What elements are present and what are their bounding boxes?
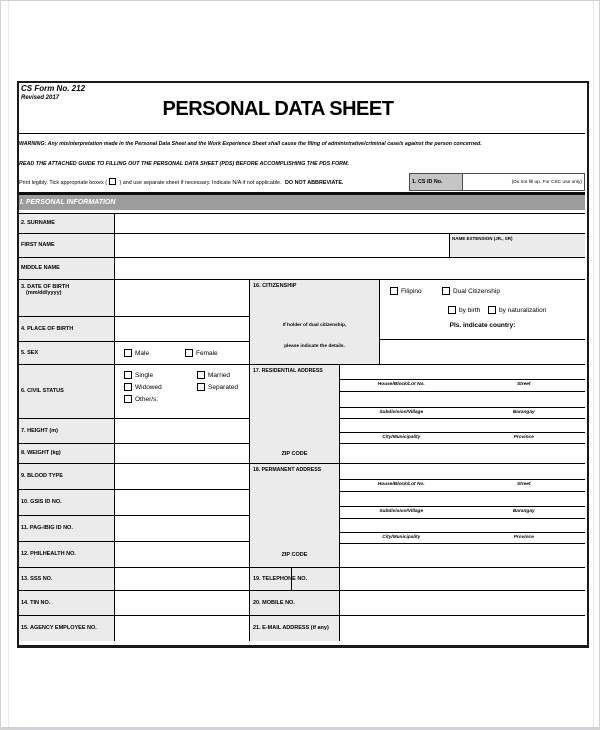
permanent-sublabel-row2 <box>339 506 585 518</box>
city-municipality-label: City/Municipality <box>382 535 421 540</box>
cs-id-input-cell[interactable] <box>463 173 585 191</box>
permanent-line1-input[interactable] <box>339 463 585 479</box>
residential-zip-input[interactable] <box>339 443 585 463</box>
tin-input[interactable] <box>114 590 249 615</box>
surname-input[interactable] <box>114 213 585 233</box>
dual-citizenship-label: Dual Citizenship <box>453 287 500 295</box>
male-checkbox-icon[interactable] <box>124 349 132 357</box>
email-label <box>249 615 339 641</box>
telephone-label-text: 19. TELEPHONE NO. <box>253 575 308 582</box>
residential-zip-label: ZIP CODE <box>281 451 308 457</box>
form-number: CS Form No. 212 <box>21 84 86 93</box>
citizenship-by-naturalization-option[interactable] <box>488 306 546 314</box>
section-title: I. PERSONAL INFORMATION <box>20 199 116 206</box>
telephone-cell-divider <box>291 568 292 590</box>
residential-sublabel-row1 <box>339 379 585 391</box>
checkbox-icon <box>109 178 116 185</box>
others-checkbox-icon[interactable] <box>124 395 132 403</box>
middle-name-input[interactable] <box>114 257 585 279</box>
header-divider <box>17 133 585 134</box>
civil-separated-option[interactable] <box>197 383 238 391</box>
sex-male-option[interactable] <box>124 349 185 357</box>
house-block-lot-label: House/Block/Lot No. <box>377 382 425 387</box>
single-label: Single <box>135 371 154 379</box>
print-legibly-before: Print legibly. Tick appropriate boxes ( <box>19 180 107 186</box>
citizenship-options-panel <box>379 279 585 339</box>
first-name-label-text: FIRST NAME <box>21 242 55 249</box>
permanent-line3-input[interactable] <box>339 518 585 532</box>
citizenship-note1: If holder of dual citizenship, <box>282 323 347 328</box>
citizenship-filipino-option[interactable] <box>390 287 422 295</box>
permanent-zip-input[interactable] <box>339 543 585 567</box>
surname-label <box>17 213 114 233</box>
tin-label <box>17 590 114 615</box>
surname-label-text: 2. SURNAME <box>21 220 55 227</box>
married-label: Married <box>208 371 231 379</box>
cs-id-label-cell <box>409 173 463 191</box>
indicate-country-label: Pls. indicate country: <box>449 322 516 329</box>
female-checkbox-icon[interactable] <box>185 349 193 357</box>
middle-name-label-text: MIDDLE NAME <box>21 265 60 272</box>
dual-citizenship-checkbox-icon[interactable] <box>442 287 450 295</box>
weight-label-text: 8. WEIGHT (kg) <box>21 450 61 457</box>
page-right-edge <box>593 1 594 730</box>
residential-address-label: 17. RESIDENTIAL ADDRESS <box>253 368 323 374</box>
mobile-label-text: 20. MOBILE NO. <box>253 599 295 606</box>
telephone-label <box>249 567 339 590</box>
gsis-input[interactable] <box>114 489 249 515</box>
civil-status-label <box>17 364 114 418</box>
page-left-edge <box>8 1 9 730</box>
civil-single-option[interactable] <box>124 371 197 379</box>
section-personal-information <box>17 192 585 210</box>
print-legibly-text <box>19 178 343 186</box>
agency-employee-input[interactable] <box>114 615 249 641</box>
permanent-address-label: 18. PERMANENT ADDRESS <box>253 467 322 473</box>
sex-label-text: 5. SEX <box>21 349 39 356</box>
pagibig-label <box>17 515 114 541</box>
street-label: Street <box>516 382 531 387</box>
citizenship-dual-option[interactable] <box>442 287 500 295</box>
telephone-input[interactable] <box>339 567 585 590</box>
widowed-checkbox-icon[interactable] <box>124 383 132 391</box>
height-input[interactable] <box>114 418 249 443</box>
email-label-text: 21. E-MAIL ADDRESS (if any) <box>253 625 329 632</box>
province-label: Province <box>513 535 534 540</box>
date-of-birth-input[interactable] <box>114 279 249 316</box>
by-naturalization-checkbox-icon[interactable] <box>488 306 496 314</box>
citizenship-label: 16. CITIZENSHIP <box>253 283 297 289</box>
agency-employee-label-text: 15. AGENCY EMPLOYEE NO. <box>21 625 97 632</box>
mobile-input[interactable] <box>339 590 585 615</box>
subdivision-village-label: Subdivision/Village <box>379 509 424 514</box>
print-legibly-after: ) and use separate sheet if necessary. Indicate N/A if not applicable. <box>118 180 282 186</box>
philhealth-label-text: 12. PHILHEALTH NO. <box>21 551 76 558</box>
others-label: Other/s: <box>135 395 159 403</box>
height-label-text: 7. HEIGHT (m) <box>21 427 58 434</box>
citizenship-label-cell <box>249 279 379 364</box>
blood-type-label <box>17 463 114 489</box>
separated-label: Separated <box>208 383 238 391</box>
first-name-input[interactable] <box>114 233 449 257</box>
agency-employee-label <box>17 615 114 641</box>
sex-female-option[interactable] <box>185 349 218 357</box>
sex-label <box>17 341 114 364</box>
filipino-checkbox-icon[interactable] <box>390 287 398 295</box>
gsis-label-text: 10. GSIS ID NO. <box>21 499 62 506</box>
separated-checkbox-icon[interactable] <box>197 383 205 391</box>
mobile-label <box>249 590 339 615</box>
first-name-label <box>17 233 114 257</box>
cs-id-label: 1. CS ID No. <box>412 179 443 185</box>
place-of-birth-input[interactable] <box>114 316 249 341</box>
permanent-address-label-cell <box>249 463 339 567</box>
permanent-zip-label: ZIP CODE <box>281 552 308 558</box>
civil-widowed-option[interactable] <box>124 383 197 391</box>
form-revision: Revised 2017 <box>21 95 60 101</box>
female-label: Female <box>196 349 218 357</box>
house-block-lot-label: House/Block/Lot No. <box>377 482 425 487</box>
height-label <box>17 418 114 443</box>
married-checkbox-icon[interactable] <box>197 371 205 379</box>
date-of-birth-label <box>17 279 114 316</box>
page-title: PERSONAL DATA SHEET <box>162 98 394 120</box>
name-extension-label: NAME EXTENSION (JR., SR) <box>452 236 513 241</box>
citizenship-country-input[interactable] <box>379 339 585 364</box>
gsis-label <box>17 489 114 515</box>
male-label: Male <box>135 349 150 357</box>
barangay-label: Barangay <box>512 410 535 415</box>
warning-text: WARNING: Any misinterpretation made in the Personal Data Sheet and the Work Experience Sheet shall cause the filing of administrative/criminal case/s against the person concerned. <box>19 141 482 147</box>
sss-label-text: 13. SSS NO. <box>21 575 53 582</box>
sss-label <box>17 567 114 590</box>
street-label: Street <box>516 482 531 487</box>
civil-others-option[interactable] <box>124 395 158 403</box>
read-guide-text: READ THE ATTACHED GUIDE TO FILLING OUT THE PERSONAL DATA SHEET (PDS) BEFORE ACCOMPLISHING THE PDS FORM. <box>19 161 350 167</box>
citizenship-by-birth-option[interactable] <box>448 306 480 314</box>
philhealth-label <box>17 541 114 567</box>
barangay-label: Barangay <box>512 509 535 514</box>
dob-label-text: 3. DATE OF BIRTH <box>21 284 70 290</box>
subdivision-village-label: Subdivision/Village <box>379 410 424 415</box>
residential-line2-input[interactable] <box>339 391 585 407</box>
filipino-label: Filipino <box>401 287 422 295</box>
permanent-sublabel-row3 <box>339 532 585 543</box>
province-label: Province <box>513 435 534 440</box>
residential-line1-input[interactable] <box>339 364 585 379</box>
single-checkbox-icon[interactable] <box>124 371 132 379</box>
permanent-line2-input[interactable] <box>339 491 585 506</box>
city-municipality-label: City/Municipality <box>382 435 421 440</box>
blood-type-label-text: 9. BLOOD TYPE <box>21 473 63 480</box>
pagibig-input[interactable] <box>114 515 249 541</box>
do-not-abbreviate-text: DO NOT ABBREVIATE. <box>285 180 344 186</box>
email-input[interactable] <box>339 615 585 641</box>
civil-status-label-text: 6. CIVIL STATUS <box>21 388 64 395</box>
civil-status-input <box>114 364 249 418</box>
civil-married-option[interactable] <box>197 371 230 379</box>
blood-type-input[interactable] <box>114 463 249 489</box>
place-of-birth-label <box>17 316 114 341</box>
residential-address-label-cell <box>249 364 339 463</box>
permanent-sublabel-row1 <box>339 479 585 491</box>
dob-format-text: (mm/dd/yyyy) <box>26 290 62 297</box>
by-naturalization-label: by naturalization <box>499 306 547 314</box>
pob-label-text: 4. PLACE OF BIRTH <box>21 325 74 332</box>
citizenship-note2: please indicate the details. <box>284 344 345 349</box>
sex-input <box>114 341 249 364</box>
tin-label-text: 14. TIN NO. <box>21 599 51 606</box>
sss-input[interactable] <box>114 567 249 590</box>
widowed-label: Widowed <box>135 383 162 391</box>
residential-sublabel-row3 <box>339 432 585 443</box>
cs-id-note: (Do not fill up. For CSC use only) <box>511 179 582 185</box>
pagibig-label-text: 11. PAG-IBIG ID NO. <box>21 525 73 532</box>
middle-name-label <box>17 257 114 279</box>
by-birth-checkbox-icon[interactable] <box>448 306 456 314</box>
by-birth-label: by birth <box>459 306 481 314</box>
residential-sublabel-row2 <box>339 407 585 418</box>
name-extension-cell[interactable] <box>449 233 585 257</box>
residential-line3-input[interactable] <box>339 418 585 432</box>
weight-label <box>17 443 114 463</box>
weight-input[interactable] <box>114 443 249 463</box>
philhealth-input[interactable] <box>114 541 249 567</box>
